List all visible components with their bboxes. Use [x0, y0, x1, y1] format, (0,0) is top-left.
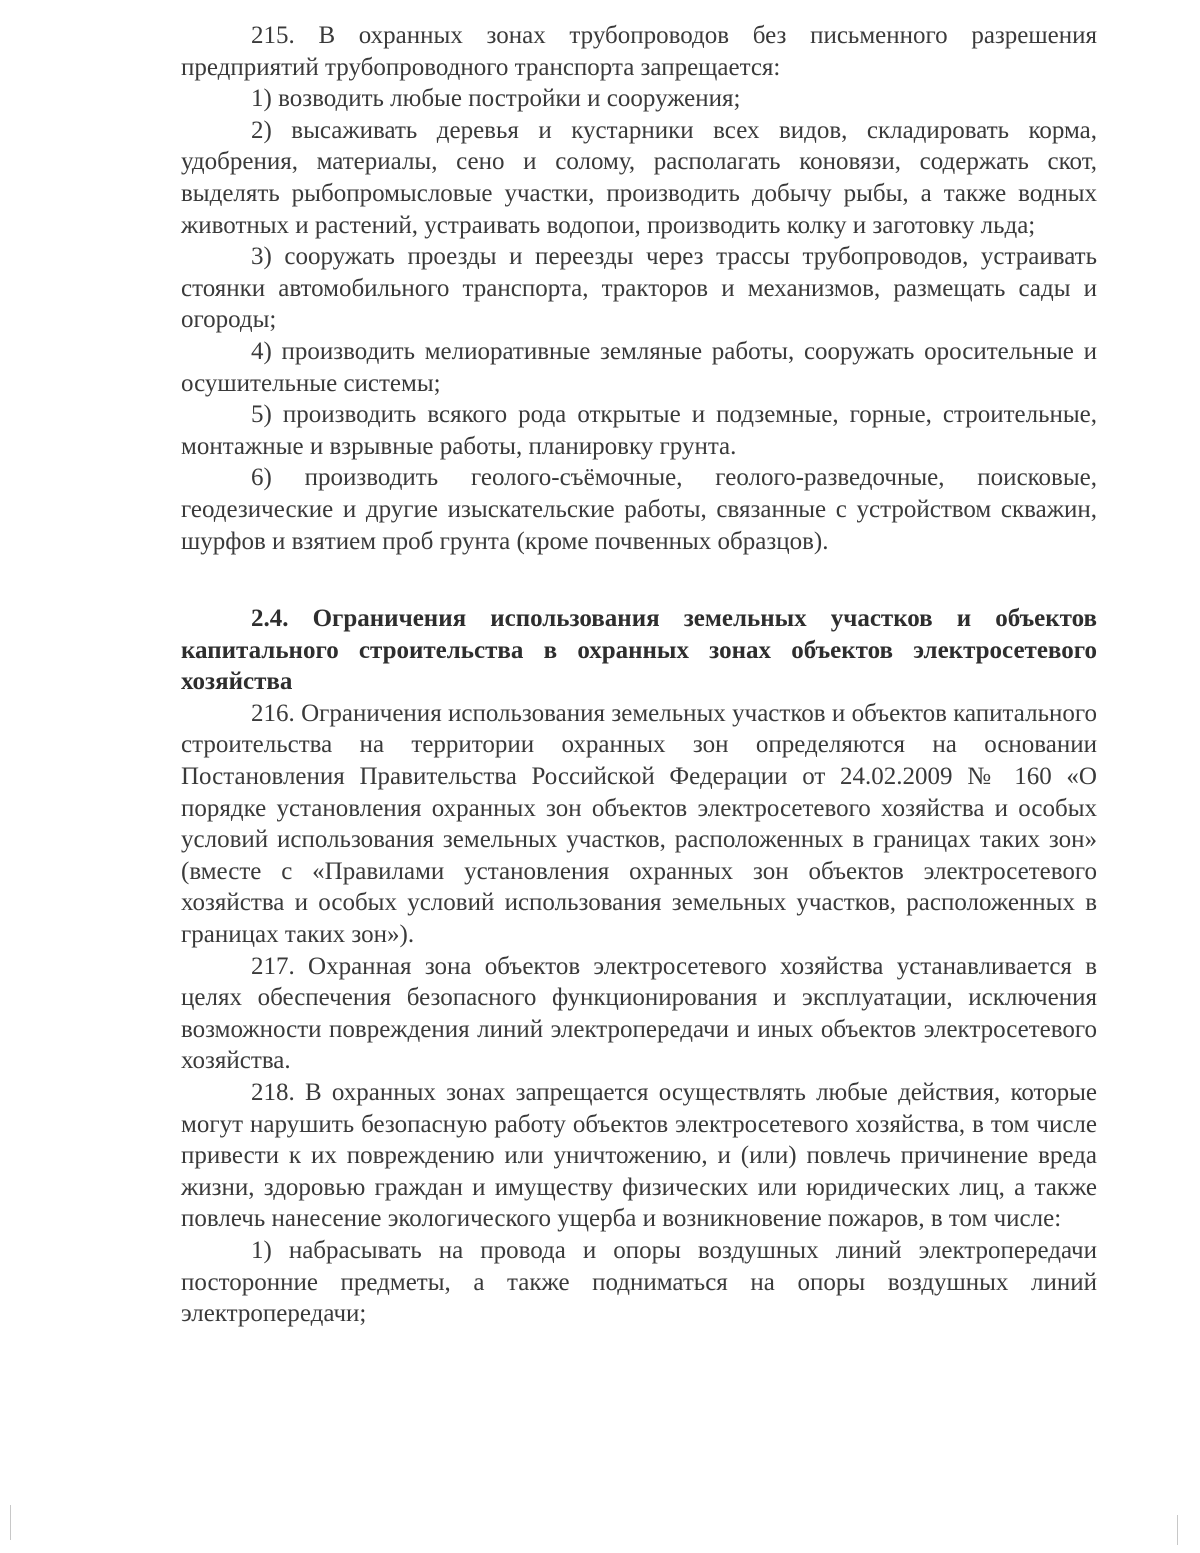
list-item-215-1: 1) возводить любые постройки и сооружения;: [251, 85, 741, 113]
list-item-215-2: 2) высаживать деревья и кустарники всех видов, складировать корма, удобрения, материалы, сено и солому, располагать коновязи, содержать скот, выделять рыбопромысловые участки, производить добычу рыбы, а также водных животных и растений, устраивать водопои, производить колку и заготовку льда;: [181, 116, 1097, 239]
list-item-215-4: 4) производить мелиоративные земляные работы, сооружать оросительные и осушительные системы;: [181, 337, 1097, 397]
paragraph-216: 216. Ограничения использования земельных участков и объектов капитального строительства на территории охранных зон определяются на основании Постановления Правительства Российской Федерации от 24.02.2009 № 160 «О порядке установления охранных зон объектов электросетевого хозяйства и особых условий использования земельных участков, расположенных в границах таких зон» (вместе с «Правилами установления охранных зон объектов электросетевого хозяйства и особых условий использования земельных участков, расположенных в границах таких зон»).: [181, 699, 1097, 949]
list-item-215-6: 6) производить геолого-съёмочные, геолого-разведочные, поисковые, геодезические и другие изыскательские работы, связанные с устройством скважин, шурфов и взятием проб грунта (кроме почвенных образцов).: [181, 464, 1097, 555]
document-page: [181, 20, 1097, 1330]
list-item-215-5: 5) производить всякого рода открытые и подземные, горные, строительные, монтажные и взрывные работы, планировку грунта.: [181, 401, 1097, 460]
paragraph-218: 218. В охранных зонах запрещается осуществлять любые действия, которые могут нарушить безопасную работу объектов электросетевого хозяйства, в том числе привести к их повреждению или уничтожению, и (или) повлечь причинение вреда жизни, здоровью граждан и имуществу физических или юридических лиц, а также повлечь нанесение экологического ущерба и возникновение пожаров, в том числе:: [181, 1079, 1097, 1233]
list-item-215-3: 3) сооружать проезды и переезды через трассы трубопроводов, устраивать стоянки автомобильного транспорта, тракторов и механизмов, размещать сады и огороды;: [181, 243, 1097, 334]
paragraph-215-intro: 215. В охранных зонах трубопроводов без письменного разрешения предприятий трубопроводного транспорта запрещается:: [181, 22, 1097, 81]
section-heading-2-4: 2.4. Ограничения использования земельных участков и объектов капитального строительства в охранных зонах объектов электросетевого хозяйства: [181, 605, 1097, 696]
paragraph-217: 217. Охранная зона объектов электросетевого хозяйства устанавливается в целях обеспечения безопасного функционирования и эксплуатации, исключения возможности повреждения линий электропередачи и иных объектов электросетевого хозяйства.: [181, 952, 1097, 1075]
section-spacer: [181, 557, 1097, 603]
scan-edge-mark-right: [1177, 1515, 1178, 1545]
scan-edge-mark-left: [10, 1505, 11, 1540]
list-item-218-1: 1) набрасывать на провода и опоры воздушных линий электропередачи посторонние предметы, а также подниматься на опоры воздушных линий электропередачи;: [181, 1236, 1097, 1328]
